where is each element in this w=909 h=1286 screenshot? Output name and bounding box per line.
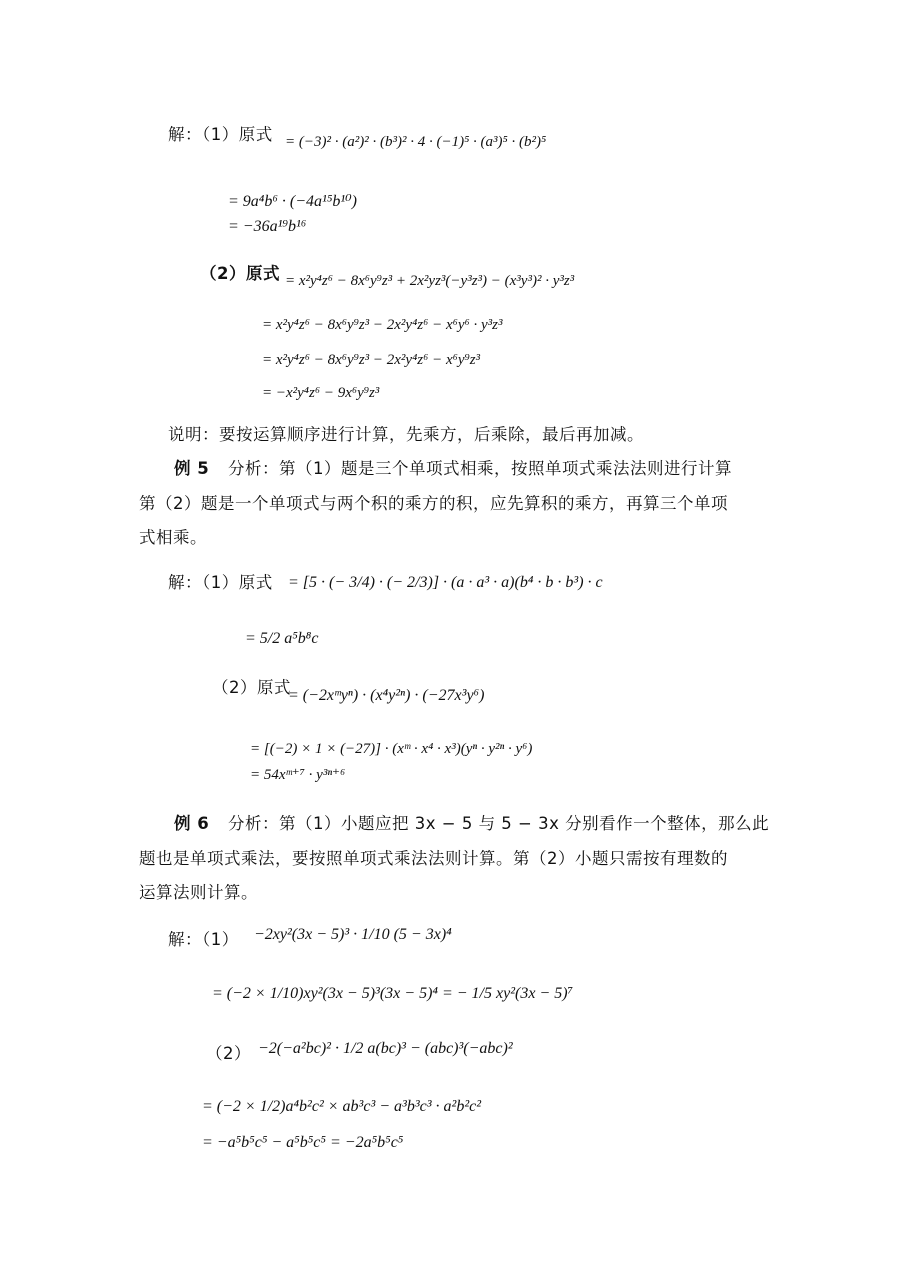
formula-line: = [5 · (− 3/4) · (− 2/3)] · (a · a³ · a)(b⁴ · b · b³) · c: [288, 574, 603, 591]
paragraph-line: 分析：第（1）小题应把 3x − 5 与 5 − 3x 分别看作一个整体，那么此: [228, 814, 770, 833]
formula-line: = −a⁵b⁵c⁵ − a⁵b⁵c⁵ = −2a⁵b⁵c⁵: [202, 1134, 404, 1151]
solution-1-label: 解：（1）原式: [168, 573, 273, 592]
formula-line: = (−2 × 1/10)xy²(3x − 5)³(3x − 5)⁴ = − 1/5 xy²(3x − 5)⁷: [212, 985, 574, 1002]
formula-line: = (−2xᵐyⁿ) · (x⁴y²ⁿ) · (−27x³y⁶): [288, 687, 485, 704]
paragraph-line: 分析：第（1）题是三个单项式相乘，按照单项式乘法法则进行计算: [228, 459, 732, 478]
part-2-label: （2）原式: [212, 678, 291, 697]
formula-line: = x²y⁴z⁶ − 8x⁶y⁹z³ − 2x²y⁴z⁶ − x⁶y⁶ · y³z³: [262, 317, 503, 333]
formula-line: = 54xᵐ⁺⁷ · y³ⁿ⁺⁶: [250, 767, 346, 783]
formula-line: = x²y⁴z⁶ − 8x⁶y⁹z³ + 2x²yz³(−y³z³) − (x³y³)² · y³z³: [285, 273, 575, 289]
solution-1-label: 解：（1）原式: [168, 125, 273, 144]
formula-line: = x²y⁴z⁶ − 8x⁶y⁹z³ − 2x²y⁴z⁶ − x⁶y⁹z³: [262, 352, 481, 368]
paragraph-line: 题也是单项式乘法，要按照单项式乘法法则计算。第（2）小题只需按有理数的: [139, 849, 728, 868]
note-text: 说明：要按运算顺序进行计算，先乘方，后乘除，最后再加减。: [168, 425, 644, 444]
formula-line: = 9a⁴b⁶ · (−4a¹⁵b¹⁰): [228, 193, 357, 210]
example-6-heading: 例 6: [174, 814, 210, 833]
formula-line: = −36a¹⁹b¹⁶: [228, 218, 307, 235]
formula-line: −2(−a²bc)² · 1/2 a(bc)³ − (abc)³(−abc)²: [258, 1040, 513, 1057]
formula-line: = [(−2) × 1 × (−27)] · (xᵐ · x⁴ · x³)(yⁿ · y²ⁿ · y⁶): [250, 741, 533, 757]
paragraph-line: 第（2）题是一个单项式与两个积的乘方的积，应先算积的乘方，再算三个单项: [139, 494, 728, 513]
paragraph-line: 式相乘。: [139, 528, 207, 547]
solution-1-label: 解：（1）: [168, 930, 239, 949]
paragraph-line: 运算法则计算。: [139, 883, 258, 902]
part-2-label: （2）: [206, 1044, 251, 1063]
formula-line: = 5/2 a⁵b⁸c: [245, 630, 319, 647]
formula-line: = (−3)² · (a²)² · (b³)² · 4 · (−1)⁵ · (a³)⁵ · (b²)⁵: [285, 134, 547, 150]
formula-line: = (−2 × 1/2)a⁴b²c² × ab³c³ − a³b³c³ · a²b²c²: [202, 1098, 482, 1115]
example-5-heading: 例 5: [174, 459, 210, 478]
formula-line: −2xy²(3x − 5)³ · 1/10 (5 − 3x)⁴: [254, 926, 452, 943]
part-2-label: （2）原式: [200, 264, 280, 283]
formula-line: = −x²y⁴z⁶ − 9x⁶y⁹z³: [262, 385, 380, 401]
